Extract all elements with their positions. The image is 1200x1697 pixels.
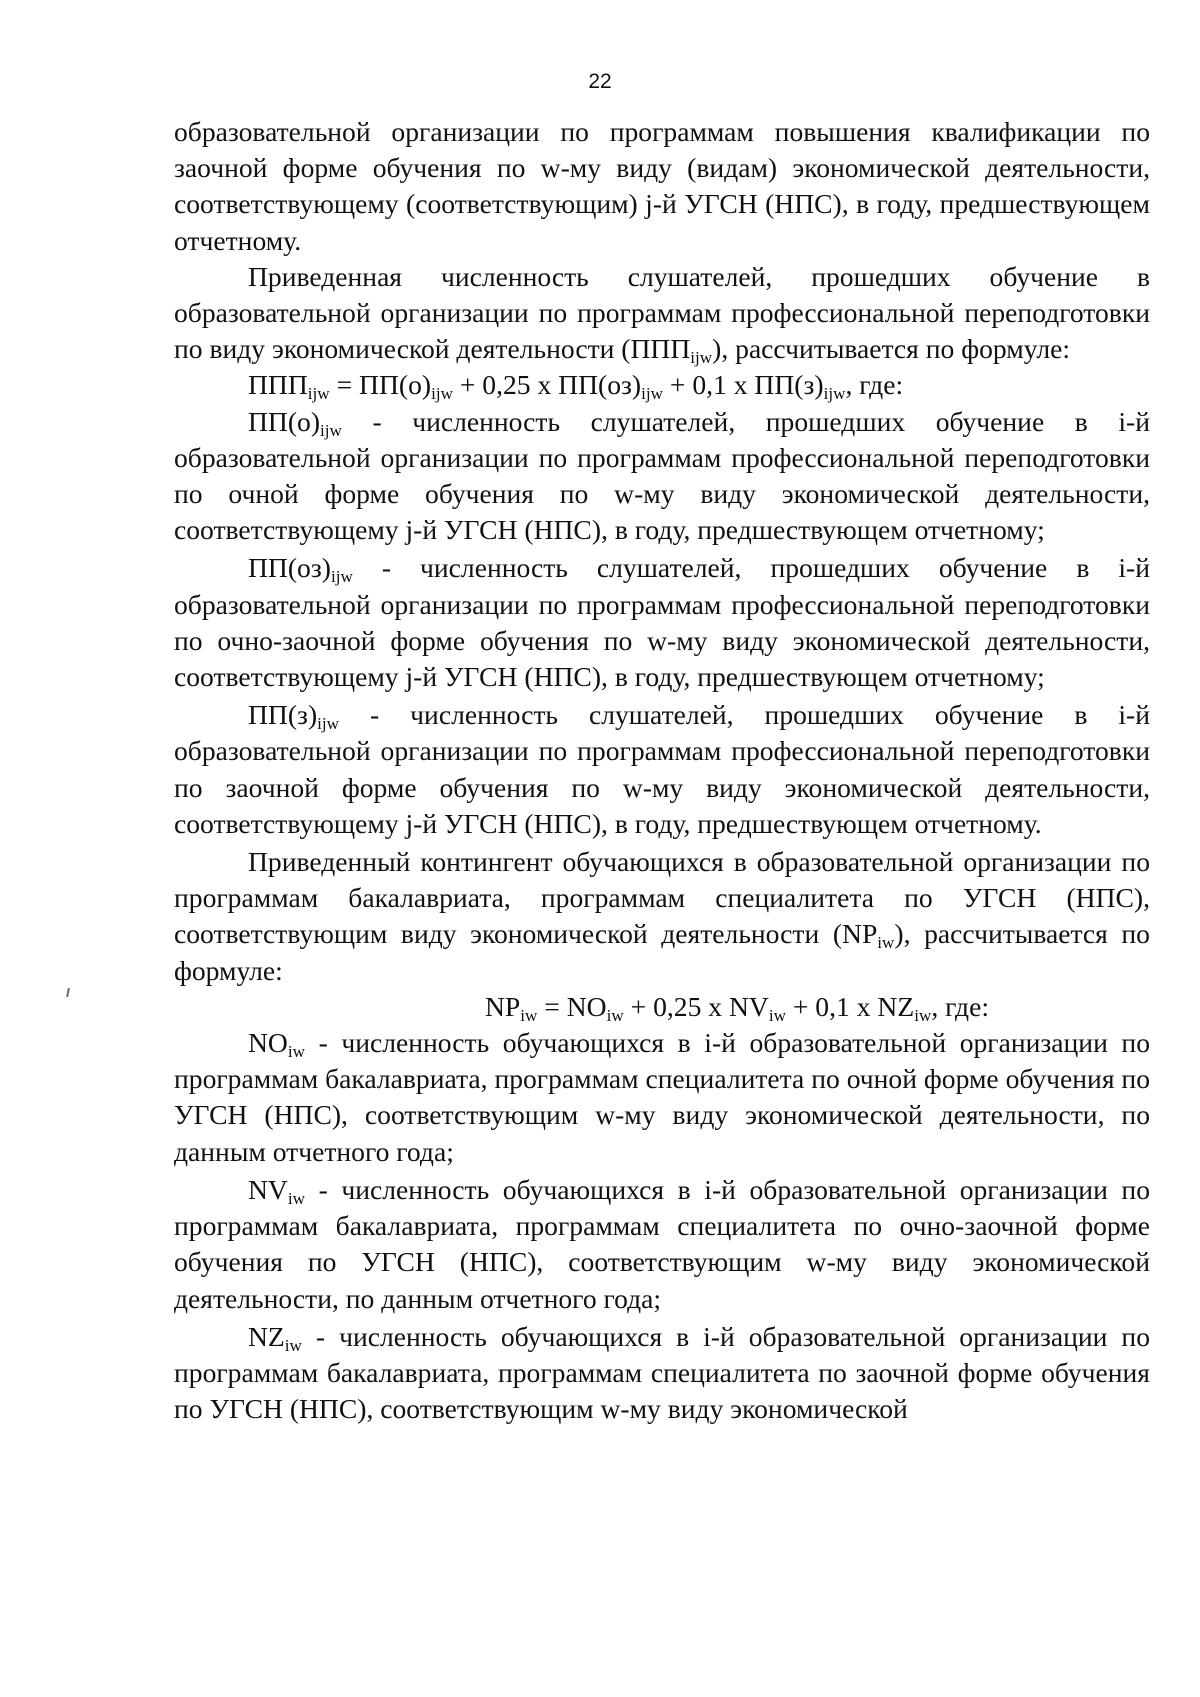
- subscript: ijw: [317, 714, 340, 734]
- symbol: + 0,1 x ПП(з): [662, 369, 824, 401]
- symbol: ПП(з): [248, 699, 318, 731]
- symbol: + 0,25 x NV: [623, 990, 769, 1022]
- subscript: iw: [287, 1188, 305, 1208]
- subscript: iw: [520, 1005, 538, 1025]
- definition-nv: [174, 1172, 1150, 1317]
- symbol: = NO: [537, 990, 607, 1022]
- definition-nz: [174, 1319, 1150, 1428]
- subscript: ijw: [431, 384, 453, 404]
- symbol: = ПП(о): [329, 369, 432, 401]
- text: - численность слушателей, прошедших обучение в i-й образовательной организации по программам профессиональной переподготовки по очной форме обучения по w-му виду экономической деятельности, соответствующему j-й УГСН (НПС), в году, предшествующем отчетному;: [174, 405, 1150, 546]
- subscript: iw: [284, 1335, 302, 1355]
- scan-mark: [66, 988, 70, 997]
- paragraph-np-intro: [174, 844, 1150, 989]
- subscript: iw: [287, 1041, 305, 1061]
- subscript: ijw: [823, 384, 846, 404]
- definition-no: [174, 1025, 1150, 1170]
- subscript: iw: [914, 1005, 932, 1025]
- text: Приведенный контингент обучающихся в образовательной организации по программам бакалавриата, программам специалитета по УГСН (НПС), соответствующим виду экономической деятельности (: [174, 846, 1150, 950]
- symbol: + 0,25 x ПП(оз): [452, 369, 642, 401]
- document-body: [174, 114, 1150, 1427]
- paragraph-ppp-intro: [174, 259, 1150, 368]
- symbol: NP: [484, 990, 521, 1022]
- subscript: ijw: [690, 348, 713, 367]
- text: - численность обучающихся в i-й образовательной организации по программам бакалавриата, программам специалитета по очной форме обучения по УГСН (НПС), соответствующим w-му виду экономической деятельности, по данным отчетного года;: [174, 1027, 1150, 1167]
- text: - численность слушателей, прошедших обучение в i-й образовательной организации по программам профессиональной переподготовки по очно-заочной форме обучения по w-му виду экономической деятельности, соответствующему j-й УГСН (НПС), в году, предшествующем отчетному;: [174, 552, 1150, 693]
- paragraph-continuation: образовательной организации по программам повышения квалификации по заочной форме обучения по w-му виду (видам) экономической деятельности, соответствующему (соответствующим) j-й УГСН (НПС), в году, предшествующем отчетному.: [174, 116, 1150, 256]
- text: - численность обучающихся в i-й образовательной организации по программам бакалавриата, программам специалитета по очно-заочной форме обучения по УГСН (НПС), соответствующим w-му виду экономической деятельности, по данным отчетного года;: [174, 1173, 1150, 1314]
- text: - численность слушателей, прошедших обучение в i-й образовательной организации по программам профессиональной переподготовки по заочной форме обучения по w-му виду экономической деятельности, соответствующему j-й УГСН (НПС), в году, предшествующем отчетному.: [174, 699, 1150, 839]
- page-number: 22: [588, 70, 612, 93]
- formula-np: [174, 989, 1150, 1025]
- definition-pp-o: [174, 404, 1150, 549]
- definition-pp-oz: [174, 550, 1150, 695]
- subscript: ijw: [320, 420, 342, 440]
- symbol: NZ: [248, 1320, 285, 1352]
- text: Приведенная численность слушателей, прошедших обучение в образовательной организации по программам профессиональной переподготовки по виду экономической деятельности (: [174, 260, 1150, 365]
- text: - численность обучающихся в i-й образовательной организации по программам бакалавриата, программам специалитета по заочной форме обучения по УГСН (НПС), соответствующим w-му виду экономической: [174, 1320, 1150, 1425]
- symbol: NV: [248, 1173, 288, 1205]
- subscript: iw: [606, 1005, 624, 1025]
- symbol: NP: [842, 918, 878, 950]
- symbol: NO: [248, 1027, 288, 1059]
- subscript: ijw: [307, 384, 330, 404]
- symbol: ПП(оз): [248, 552, 331, 584]
- text: ), рассчитывается по формуле:: [712, 333, 1071, 365]
- text: , где:: [931, 990, 990, 1022]
- subscript: iw: [877, 933, 895, 953]
- subscript: iw: [768, 1005, 786, 1025]
- subscript: ijw: [330, 567, 353, 587]
- symbol: ПП(о): [248, 405, 321, 437]
- subscript: ijw: [641, 384, 663, 404]
- formula-ppp: [174, 367, 1150, 403]
- symbol: ППП: [248, 369, 308, 401]
- symbol: ППП: [630, 333, 691, 365]
- text: , где:: [845, 369, 904, 401]
- symbol: + 0,1 x NZ: [785, 990, 915, 1022]
- definition-pp-z: [174, 697, 1150, 842]
- text: ), рассчитывается по формуле:: [174, 918, 1150, 986]
